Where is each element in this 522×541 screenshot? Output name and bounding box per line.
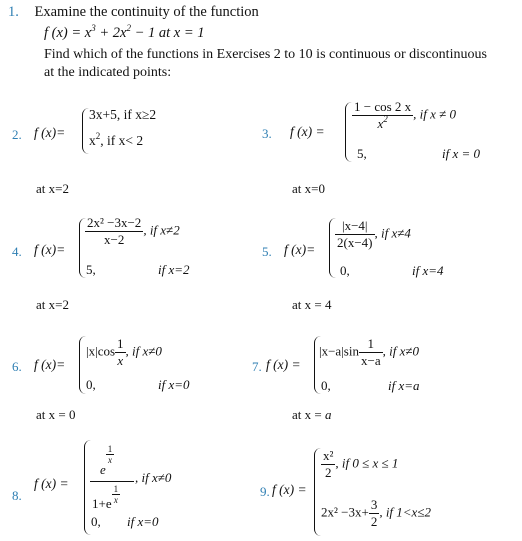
q3-case1-frac	[352, 99, 413, 132]
q5-number: 5.	[262, 244, 272, 259]
q5-case2-val: 0,	[340, 263, 350, 278]
q3-case1-cond: , if x ≠ 0	[413, 106, 457, 122]
q7-at-b: a	[324, 407, 332, 422]
q1-instruction-2: at the indicated points:	[44, 65, 172, 80]
q8-den-exp	[112, 484, 121, 505]
q6-case1-a: |x|cos	[86, 343, 116, 359]
q7-case1-cond: , if x≠0	[382, 343, 419, 359]
q9-case2-a: 2x² −3x+	[321, 504, 369, 520]
q8-num-exp-den: x	[106, 454, 115, 465]
q3-case1-den	[352, 115, 413, 132]
q8-den-exp-num: 1	[113, 484, 119, 494]
q7-at	[292, 407, 331, 423]
q8-num-exp-num: 1	[107, 444, 113, 454]
q9-case1-num: x²	[323, 448, 334, 463]
q9-number: 9.	[260, 484, 270, 499]
q4-case2-cond: if x=2	[158, 262, 190, 277]
q5-case2-cond: if x=4	[412, 263, 444, 278]
q2-number: 2.	[12, 127, 22, 142]
q5-lhs: f (x)=	[284, 242, 316, 257]
q8-den-exp-den: x	[112, 494, 121, 505]
q9-case2	[321, 497, 431, 530]
q7-lhs: f (x) =	[266, 357, 301, 372]
q6-brace	[79, 336, 86, 394]
q1-function-lhs: f (x) = x	[44, 25, 92, 41]
q9-case2-den: 2	[370, 514, 378, 529]
q4-case1-den: x−2	[85, 231, 143, 248]
q3-case1-den-text: x	[377, 116, 384, 131]
q6-case2-cond: if x=0	[158, 377, 190, 392]
q6-number: 6.	[12, 359, 22, 374]
q5-case1-cond: , if x≠4	[374, 225, 411, 241]
q7-case1-num: 1	[367, 336, 375, 351]
q6-case1-frac	[115, 336, 126, 369]
q3-lhs: f (x) =	[290, 124, 325, 139]
q3-number: 3.	[262, 126, 272, 141]
q1-prompt: Examine the continuity of the function	[34, 4, 259, 20]
q9-lhs: f (x) =	[272, 482, 307, 497]
q9-brace	[314, 448, 321, 536]
q8-case1-cond: , if x≠0	[135, 470, 172, 485]
q9-case1	[321, 448, 398, 481]
q6-lhs: f (x)=	[34, 357, 66, 372]
q8-num-exp	[106, 444, 115, 465]
q3-case1	[352, 99, 456, 132]
q1-exp2: 2	[126, 23, 131, 33]
q4-number: 4.	[12, 244, 22, 259]
q2-case1: 3x+5, if x≥2	[89, 107, 157, 122]
q3-case2-val: 5,	[357, 146, 367, 161]
q4-lhs: f (x)=	[34, 242, 66, 257]
q3-case1-den-exp: 2	[383, 114, 388, 124]
q7-case2-cond: if x=a	[388, 378, 420, 393]
q4-case1	[85, 215, 180, 248]
q4-case1-cond: , if x≠2	[143, 222, 180, 238]
q1-instruction-1: Find which of the functions in Exercises 2 to 10 is continuous or discontinuous	[44, 47, 487, 62]
q6-case1-den: x	[115, 352, 126, 369]
q4-case1-frac	[85, 215, 143, 248]
q2-case2	[89, 133, 143, 149]
q8-den-a: 1+e	[92, 496, 112, 511]
q9-case1-den: 2	[321, 464, 335, 481]
q9-case2-cond: , if 1<x≤2	[379, 504, 431, 520]
q6-case1	[86, 336, 162, 369]
q1-exp3: 3	[91, 23, 96, 33]
q4-case1-num: 2x² −3x−2	[87, 215, 142, 230]
q9-case2-frac	[369, 497, 380, 530]
q8-case2-cond: if x=0	[127, 514, 159, 529]
q7-case1-den: x−a	[360, 353, 381, 368]
q8-num	[100, 444, 114, 477]
q8-lhs: f (x) =	[34, 476, 69, 491]
q3-case1-num: 1 − cos 2 x	[354, 99, 412, 114]
q2-case2-exp: 2	[95, 131, 101, 141]
q8-number: 8.	[12, 488, 22, 503]
q3-case2-cond: if x = 0	[442, 146, 481, 161]
q6-at: at x = 0	[36, 407, 76, 422]
q9-case1-frac	[321, 448, 335, 481]
q4-at: at x=2	[36, 297, 69, 312]
q7-number: 7.	[252, 359, 262, 374]
q8-brace	[84, 440, 91, 535]
q2-case2-a: x	[89, 133, 96, 148]
q7-case1-frac	[359, 336, 383, 369]
q4-case2-val: 5,	[86, 262, 96, 277]
q6-case1-num: 1	[117, 336, 124, 351]
q1-number: 1.	[8, 4, 19, 20]
q7-at-a: at x =	[292, 407, 325, 422]
q7-case1	[319, 336, 419, 369]
q7-case2-val: 0,	[321, 378, 331, 393]
q7-case1-a: |x−a|sin	[319, 343, 359, 359]
q8-den	[92, 484, 120, 511]
q5-at: at x = 4	[292, 297, 332, 312]
q6-case2-val: 0,	[86, 377, 96, 392]
q1-function-mid: + 2x	[95, 25, 127, 41]
q2-brace	[82, 108, 89, 154]
q5-case1-frac	[335, 218, 375, 251]
q1-function-rhs: − 1 at x = 1	[130, 25, 205, 41]
q2-lhs: f (x)=	[34, 125, 66, 140]
q3-brace	[345, 102, 352, 162]
q8-case2-val: 0,	[91, 514, 101, 529]
q1-function	[44, 25, 205, 42]
q2-case2-b: , if x< 2	[100, 133, 144, 148]
q5-case1-den: 2(x−4)	[337, 235, 373, 250]
q1-line1	[8, 4, 259, 21]
q8-num-base: e	[100, 462, 106, 477]
q5-case1-num: |x−4|	[341, 218, 368, 233]
q2-at: at x=2	[36, 181, 69, 196]
q9-case1-cond: , if 0 ≤ x ≤ 1	[335, 455, 399, 471]
q8-fraction-bar	[90, 481, 134, 482]
q9-case2-num: 3	[370, 497, 378, 512]
q6-case1-cond: , if x≠0	[125, 343, 162, 359]
q5-case1	[335, 218, 411, 251]
q3-at: at x=0	[292, 181, 325, 196]
